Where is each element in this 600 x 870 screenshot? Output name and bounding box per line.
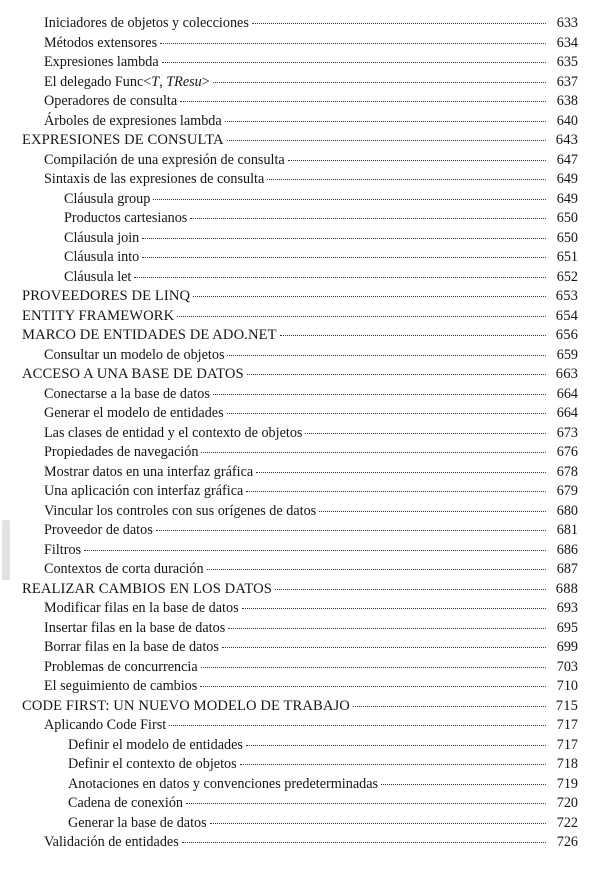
dot-leader [240, 764, 546, 765]
toc-page-number: 634 [556, 34, 578, 51]
dot-leader [213, 394, 546, 395]
toc-entry [0, 268, 600, 288]
toc-entry [0, 443, 600, 463]
toc-entry-title: Aplicando Code First [44, 717, 167, 733]
toc-page-number: 649 [556, 190, 578, 207]
toc-page-number: 638 [556, 93, 578, 109]
toc-entry-title: Insertar filas en la base de datos [44, 619, 226, 636]
toc-page-number: 663 [555, 366, 578, 382]
toc-entry-title: Cláusula let [64, 268, 132, 285]
toc-entry [0, 307, 600, 327]
dot-leader [305, 433, 546, 434]
toc-page-number: 673 [556, 424, 578, 441]
toc-entry-title: Generar el modelo de entidades [44, 405, 224, 421]
toc-entry-title: Definir el contexto de objetos [68, 756, 237, 772]
toc-entry-title: Operadores de consulta [44, 93, 178, 109]
toc-page-number: 664 [556, 405, 578, 421]
toc-page-number: 635 [556, 54, 578, 70]
toc-page-number: 643 [555, 132, 578, 148]
toc-entry [0, 658, 600, 678]
toc-page-number: 653 [555, 288, 578, 304]
toc-entry-title: MARCO DE ENTIDADES DE ADO.NET [22, 327, 277, 343]
dot-leader [177, 316, 546, 317]
toc-entry [0, 755, 600, 775]
toc-entry-title: ENTITY FRAMEWORK [22, 307, 175, 324]
toc-page-number: 676 [556, 444, 578, 460]
dot-leader [227, 413, 546, 414]
toc-page-number: 703 [556, 658, 578, 675]
toc-entry [0, 424, 600, 444]
toc-page-number: 652 [556, 268, 578, 285]
toc-entry-title: El delegado Func<T, TResu> [44, 73, 210, 90]
toc-entry-title: El seguimiento de cambios [44, 678, 198, 694]
toc-entry [0, 716, 600, 736]
toc-page-number: 633 [556, 15, 578, 31]
toc-page-number: 719 [556, 775, 578, 792]
dot-leader [213, 82, 546, 83]
toc-entry-title: Expresiones lambda [44, 54, 159, 70]
dot-leader [182, 842, 546, 843]
toc-page-number: 656 [555, 327, 578, 343]
dot-leader [227, 355, 546, 356]
toc-entry-title: Generar la base de datos [68, 814, 207, 831]
toc-entry [0, 346, 600, 366]
toc-page-number: 717 [556, 717, 578, 733]
toc-list [0, 14, 600, 853]
toc-page-number: 720 [556, 795, 578, 811]
toc-page-number: 695 [556, 619, 578, 636]
toc-page-number: 678 [556, 463, 578, 480]
toc-entry-title: Una aplicación con interfaz gráfica [44, 483, 244, 499]
toc-entry-title: Cadena de conexión [68, 795, 184, 811]
toc-entry-title: Proveedor de datos [44, 522, 153, 538]
toc-entry [0, 541, 600, 561]
toc-entry-title: Validación de entidades [44, 834, 179, 850]
dot-leader [201, 667, 546, 668]
toc-page-number: 659 [556, 346, 578, 363]
toc-entry [0, 619, 600, 639]
dot-leader [201, 452, 546, 453]
toc-entry [0, 112, 600, 132]
toc-page-number: 718 [556, 756, 578, 772]
toc-page-number: 650 [556, 229, 578, 246]
dot-leader [186, 803, 546, 804]
dot-leader [190, 218, 546, 219]
dot-leader [153, 199, 546, 200]
toc-entry [0, 502, 600, 522]
dot-leader [162, 62, 546, 63]
toc-entry [0, 326, 600, 346]
toc-page-number: 664 [556, 385, 578, 402]
toc-page-number: 688 [555, 580, 578, 597]
toc-entry-title: Árboles de expresiones lambda [44, 112, 222, 129]
toc-page-number: 687 [556, 561, 578, 577]
toc-entry-title: Modificar filas en la base de datos [44, 600, 239, 616]
toc-entry [0, 131, 600, 151]
dot-leader [84, 550, 546, 551]
toc-entry-title: Borrar filas en la base de datos [44, 639, 219, 655]
toc-entry [0, 833, 600, 853]
toc-page-number: 699 [556, 639, 578, 655]
dot-leader [381, 784, 546, 785]
dot-leader [242, 608, 546, 609]
toc-page-number: 650 [556, 210, 578, 226]
toc-entry-title: ACCESO A UNA BASE DE DATOS [22, 366, 244, 382]
toc-entry-title: CODE FIRST: UN NUEVO MODELO DE TRABAJO [22, 697, 350, 714]
toc-entry [0, 209, 600, 229]
dot-leader [193, 296, 546, 297]
toc-entry-title: REALIZAR CAMBIOS EN LOS DATOS [22, 580, 272, 597]
toc-page-number: 717 [556, 736, 578, 753]
toc-entry [0, 599, 600, 619]
toc-entry-title: PROVEEDORES DE LINQ [22, 288, 191, 304]
dot-leader [227, 140, 546, 141]
toc-entry [0, 248, 600, 268]
toc-entry [0, 229, 600, 249]
toc-entry [0, 560, 600, 580]
toc-entry-title: Mostrar datos en una interfaz gráfica [44, 463, 254, 480]
toc-entry-title: Vincular los controles con sus orígenes de datos [44, 502, 317, 519]
dot-leader [180, 101, 546, 102]
toc-page-number: 726 [556, 834, 578, 850]
dot-leader [210, 823, 546, 824]
dot-leader [280, 335, 546, 336]
dot-leader [252, 23, 546, 24]
dot-leader [156, 530, 546, 531]
dot-leader [275, 589, 546, 590]
toc-page-number: 710 [556, 678, 578, 694]
toc-page-number: 715 [555, 697, 578, 714]
dot-leader [246, 745, 546, 746]
dot-leader [256, 472, 546, 473]
toc-entry [0, 638, 600, 658]
toc-entry-title: Compilación de una expresión de consulta [44, 151, 285, 168]
toc-page-number: 680 [556, 502, 578, 519]
toc-entry-title: Productos cartesianos [64, 210, 188, 226]
toc-page-number: 693 [556, 600, 578, 616]
dot-leader [288, 160, 546, 161]
dot-leader [267, 179, 546, 180]
toc-entry [0, 794, 600, 814]
toc-page-number: 647 [556, 151, 578, 168]
dot-leader [228, 628, 546, 629]
dot-leader [200, 686, 546, 687]
toc-page-number: 649 [556, 171, 578, 187]
toc-entry-title: Contextos de corta duración [44, 561, 204, 577]
toc-entry-title: Propiedades de navegación [44, 444, 199, 460]
toc-entry [0, 521, 600, 541]
toc-entry [0, 34, 600, 54]
toc-entry-title: Cláusula group [64, 190, 151, 207]
dot-leader [134, 277, 546, 278]
dot-leader [319, 511, 546, 512]
toc-entry-title: Filtros [44, 541, 82, 558]
toc-entry-title: Métodos extensores [44, 34, 158, 51]
toc-entry-title: Consultar un modelo de objetos [44, 346, 225, 363]
toc-entry-title: Sintaxis de las expresiones de consulta [44, 171, 265, 187]
toc-entry [0, 14, 600, 34]
page-smudge [2, 520, 10, 580]
dot-leader [169, 725, 546, 726]
toc-entry [0, 190, 600, 210]
dot-leader [246, 491, 546, 492]
dot-leader [207, 569, 546, 570]
toc-entry [0, 775, 600, 795]
toc-entry-title: Problemas de concurrencia [44, 658, 198, 675]
toc-entry [0, 365, 600, 385]
dot-leader [222, 647, 546, 648]
toc-entry-title: Las clases de entidad y el contexto de objetos [44, 424, 303, 441]
dot-leader [142, 257, 546, 258]
toc-page-number: 651 [556, 249, 578, 265]
toc-entry [0, 697, 600, 717]
dot-leader [225, 121, 546, 122]
toc-entry [0, 814, 600, 834]
toc-entry [0, 404, 600, 424]
toc-page-number: 681 [556, 522, 578, 538]
toc-page-number: 640 [556, 112, 578, 129]
toc-entry [0, 287, 600, 307]
toc-entry-title: Cláusula join [64, 229, 140, 246]
toc-entry [0, 73, 600, 93]
toc-entry [0, 482, 600, 502]
toc-page-number: 686 [556, 541, 578, 558]
dot-leader [247, 374, 546, 375]
dot-leader [353, 706, 546, 707]
toc-entry [0, 92, 600, 112]
dot-leader [142, 238, 546, 239]
toc-page-number: 722 [556, 814, 578, 831]
toc-page-number: 654 [555, 307, 578, 324]
toc-entry-title: Anotaciones en datos y convenciones predeterminadas [68, 775, 379, 792]
toc-entry-title: EXPRESIONES DE CONSULTA [22, 132, 224, 148]
toc-entry [0, 151, 600, 171]
toc-entry [0, 463, 600, 483]
toc-page [0, 14, 600, 853]
toc-entry-title: Definir el modelo de entidades [68, 736, 243, 753]
toc-entry [0, 385, 600, 405]
toc-entry-title: Iniciadores de objetos y colecciones [44, 15, 249, 31]
dot-leader [160, 43, 546, 44]
toc-entry [0, 170, 600, 190]
toc-entry-title: Conectarse a la base de datos [44, 385, 210, 402]
toc-page-number: 679 [556, 483, 578, 499]
toc-entry [0, 736, 600, 756]
toc-entry [0, 580, 600, 600]
toc-page-number: 637 [556, 73, 578, 90]
toc-entry [0, 53, 600, 73]
toc-entry [0, 677, 600, 697]
toc-entry-title: Cláusula into [64, 249, 140, 265]
